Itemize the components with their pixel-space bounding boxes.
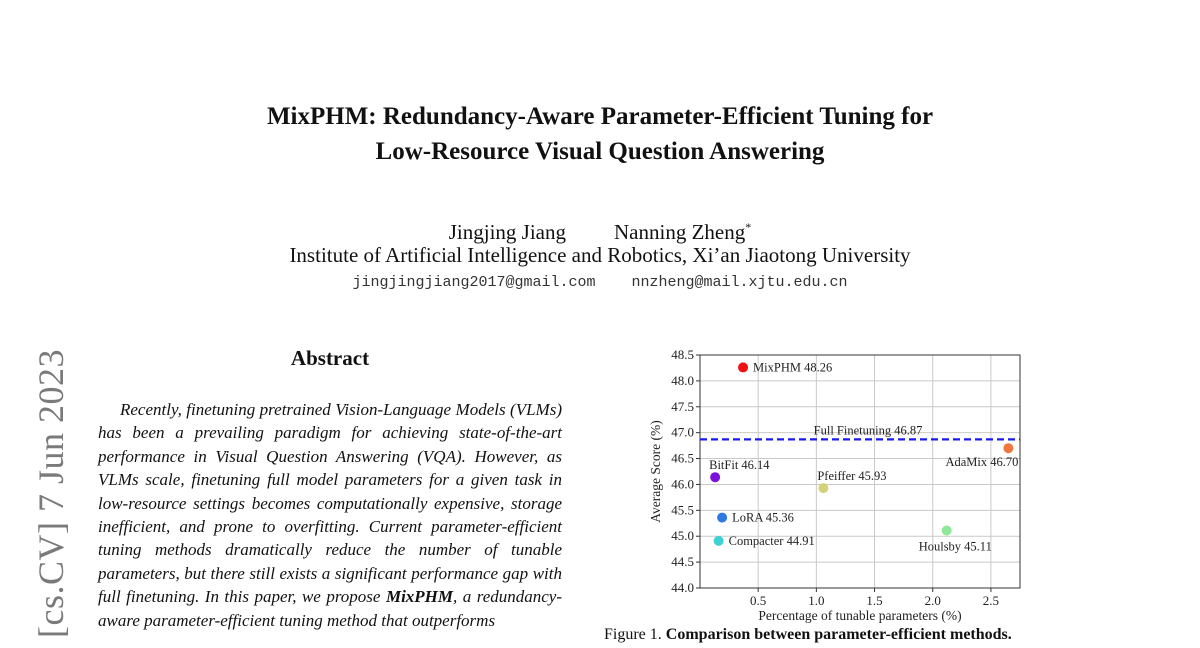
author-2: Nanning Zheng (614, 220, 746, 244)
point-label: Houlsby 45.11 (918, 539, 992, 554)
arxiv-stamp: [cs.CV] 7 Jun 2023 (31, 349, 71, 638)
caption-label: Figure 1. (604, 626, 662, 643)
y-tick-label: 48.0 (671, 372, 694, 388)
point-label: AdaMix 46.70 (945, 455, 1019, 470)
data-point (714, 536, 724, 546)
scatter-chart (640, 340, 1050, 625)
paper-title (0, 99, 1200, 169)
abstract-text-1: Recently, finetuning pretrained Vision-Language Models (VLMs) has been a prevailing paradigm for achieving state-of-the-art performance in Visual Question Answering (VQA). However, as VLMs scale, finetuning full model parameters for a given task in low-resource settings becomes computationally expensive, storage inefficient, and prone to overfitting. Current parameter-efficient tuning methods dramatically reduce the number of tunable parameters, but there still exists a significant performance gap with full finetuning. In this paper, we propose (98, 400, 562, 607)
x-tick-label: 0.5 (750, 593, 767, 608)
y-tick-label: 47.5 (671, 398, 694, 414)
reference-line-label: Full Finetuning 46.87 (813, 423, 923, 438)
data-point (818, 483, 828, 493)
email-2[interactable]: nnzheng@mail.xjtu.edu.cn (631, 274, 848, 291)
data-point (738, 362, 748, 372)
y-tick-label: 46.5 (671, 450, 694, 466)
data-point (942, 526, 952, 536)
y-axis-label: Average Score (%) (648, 420, 663, 523)
point-label: Pfeiffer 45.93 (817, 469, 887, 484)
abstract-body (98, 398, 562, 632)
method-name: MixPHM (385, 587, 454, 607)
x-tick-label: 2.0 (924, 593, 941, 608)
caption-text: Comparison between parameter-efficient methods. (665, 626, 1012, 643)
y-tick-label: 48.5 (671, 347, 694, 362)
x-tick-label: 2.5 (982, 593, 1000, 608)
x-axis-label: Percentage of tunable parameters (%) (758, 608, 962, 623)
point-label: BitFit 46.14 (709, 458, 770, 473)
y-tick-label: 46.0 (671, 476, 694, 492)
affiliation: Institute of Artificial Intelligence and Robotics, Xi’an Jiaotong University (289, 243, 911, 267)
corresponding-mark: * (745, 220, 752, 234)
point-label: MixPHM 48.26 (753, 360, 833, 375)
title-line-1: MixPHM: Redundancy-Aware Parameter-Efficient Tuning for (266, 103, 934, 130)
data-point (710, 472, 720, 482)
email-1[interactable]: jingjingjiang2017@gmail.com (352, 274, 596, 291)
y-tick-label: 45.5 (671, 502, 694, 518)
emails (0, 274, 1200, 291)
abstract-text-2: , a redundancy-aware parameter-efficient tuning method that outperforms (98, 587, 562, 630)
figure-caption (604, 626, 1084, 644)
x-tick-label: 1.0 (808, 593, 825, 608)
y-tick-label: 45.0 (671, 528, 694, 544)
data-point (1003, 443, 1013, 453)
point-label: Compacter 44.91 (728, 533, 815, 548)
x-tick-label: 1.5 (866, 593, 883, 608)
data-point (717, 513, 727, 523)
author-1: Jingjing Jiang (448, 220, 567, 244)
abstract-heading: Abstract (290, 346, 370, 370)
y-tick-label: 47.0 (671, 424, 694, 440)
title-line-2: Low-Resource Visual Question Answering (375, 138, 825, 165)
point-label: LoRA 45.36 (732, 510, 794, 525)
y-tick-label: 44.0 (671, 580, 694, 595)
y-tick-label: 44.5 (671, 554, 694, 570)
